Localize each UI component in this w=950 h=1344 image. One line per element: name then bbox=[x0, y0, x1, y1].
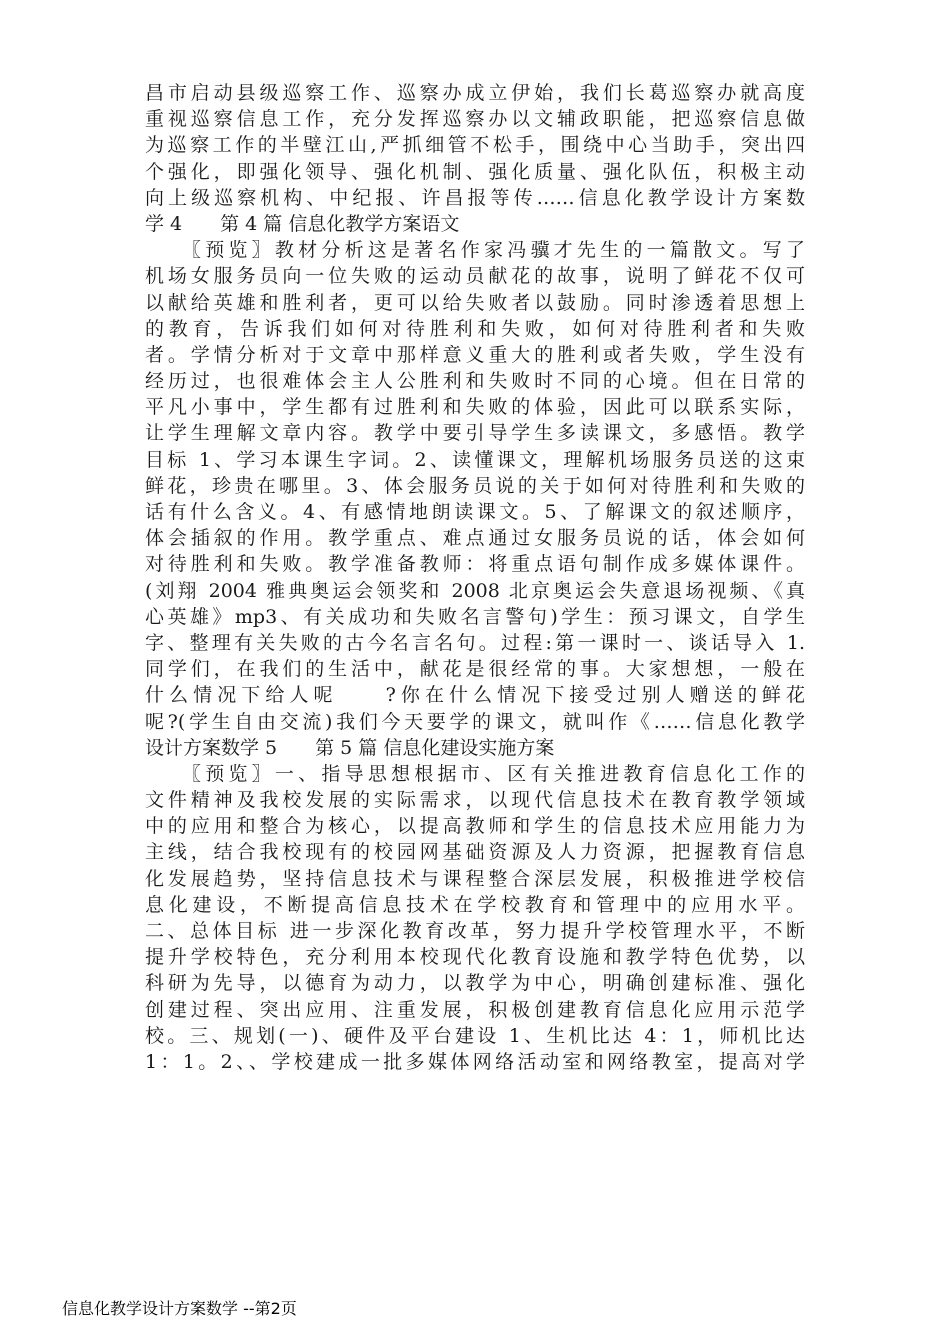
text-line: 创建过程、突出应用、注重发展，积极创建教育信息化应用示范学 bbox=[145, 998, 805, 1021]
text-line: 校。三、规划(一)、硬件及平台建设 1、生机比达 4：1，师机比达 bbox=[145, 1024, 805, 1047]
text-line: 同学们，在我们的生活中，献花是很经常的事。大家想想，一般在 bbox=[145, 658, 805, 681]
text-line: 字、整理有关失败的古今名言名句。过程:第一课时一、谈话导入 1. bbox=[145, 631, 805, 654]
text-line: 体会插叙的作用。教学重点、难点通过女服务员说的话，体会如何 bbox=[145, 527, 805, 550]
text-line: 〖预览〗教材分析这是著名作家冯骥才先生的一篇散文。写了 bbox=[145, 239, 805, 262]
text-line: 文件精神及我校发展的实际需求，以现代信息技术在教育教学领域 bbox=[145, 789, 805, 812]
text-line: 经历过，也很难体会主人公胜利和失败时不同的心境。但在日常的 bbox=[145, 370, 805, 393]
text-line: 什么情况下给人呢 ?你在什么情况下接受过别人赠送的鲜花 bbox=[145, 684, 805, 707]
text-line: 1：1。2、、学校建成一批多媒体网络活动室和网络教室，提高对学 bbox=[145, 1050, 805, 1073]
text-line: 平凡小事中，学生都有过胜利和失败的体验，因此可以联系实际， bbox=[145, 396, 805, 419]
text-line: 息化建设，不断提高信息技术在学校教育和管理中的应用水平。 bbox=[145, 893, 805, 916]
text-line: 设计方案数学 5 第 5 篇 信息化建设实施方案 bbox=[145, 736, 555, 759]
text-line: 者。学情分析对于文章中那样意义重大的胜利或者失败，学生没有 bbox=[145, 343, 805, 366]
text-line: 对待胜利和失败。教学准备教师：将重点语句制作成多媒体课件。 bbox=[145, 553, 805, 576]
document-body bbox=[145, 80, 805, 1075]
text-line: 学 4 第 4 篇 信息化教学方案语文 bbox=[145, 212, 460, 235]
text-line: 科研为先导，以德育为动力，以教学为中心，明确创建标准、强化 bbox=[145, 972, 805, 995]
text-line: 鲜花，珍贵在哪里。3、体会服务员说的关于如何对待胜利和失败的 bbox=[145, 474, 805, 497]
text-line: 重视巡察信息工作，充分发挥巡察办以文辅政职能，把巡察信息做 bbox=[145, 108, 805, 131]
text-line: 为巡察工作的半壁江山,严抓细管不松手，围绕中心当助手，突出四 bbox=[145, 134, 805, 157]
text-line: 中的应用和整合为核心，以提高教师和学生的信息技术应用能力为 bbox=[145, 815, 805, 838]
text-line: 昌市启动县级巡察工作、巡察办成立伊始，我们长葛巡察办就高度 bbox=[145, 82, 805, 104]
text-line: 的教育，告诉我们如何对待胜利和失败，如何对待胜利者和失败 bbox=[145, 317, 805, 340]
text-line: 话有什么含义。4、有感情地朗读课文。5、了解课文的叙述顺序， bbox=[145, 501, 805, 523]
text-line: 主线，结合我校现有的校园网基础资源及人力资源，把握教育信息 bbox=[145, 841, 805, 864]
text-line: 机场女服务员向一位失败的运动员献花的故事，说明了鲜花不仅可 bbox=[145, 265, 805, 288]
text-line: 〖预览〗一、指导思想根据市、区有关推进教育信息化工作的 bbox=[145, 762, 805, 785]
text-line: 提升学校特色，充分利用本校现代化教育设施和教学特色优势，以 bbox=[145, 946, 805, 969]
text-line: 心英雄》mp3、有关成功和失败名言警句)学生：预习课文，自学生 bbox=[145, 605, 805, 628]
text-line: 呢?(学生自由交流)我们今天要学的课文，就叫作《……信息化教学 bbox=[145, 710, 805, 733]
text-line: 让学生理解文章内容。教学中要引导学生多读课文，多感悟。教学 bbox=[145, 422, 805, 445]
text-line: 二、总体目标 进一步深化教育改革，努力提升学校管理水平，不断 bbox=[145, 920, 805, 942]
text-line: 化发展趋势，坚持信息技术与课程整合深层发展，积极推进学校信 bbox=[145, 867, 805, 890]
text-line: 个强化，即强化领导、强化机制、强化质量、强化队伍，积极主动 bbox=[145, 160, 805, 183]
page-footer: 信息化教学设计方案数学 --第2页 bbox=[62, 1299, 297, 1318]
text-line: 以献给英雄和胜利者，更可以给失败者以鼓励。同时渗透着思想上 bbox=[145, 291, 805, 314]
text-line: 目标 1、学习本课生字词。2、读懂课文，理解机场服务员送的这束 bbox=[145, 448, 805, 471]
text-line: (刘翔 2004 雅典奥运会领奖和 2008 北京奥运会失意退场视频、《真 bbox=[145, 579, 805, 602]
text-line: 向上级巡察机构、中纪报、许昌报等传……信息化教学设计方案数 bbox=[145, 186, 805, 209]
